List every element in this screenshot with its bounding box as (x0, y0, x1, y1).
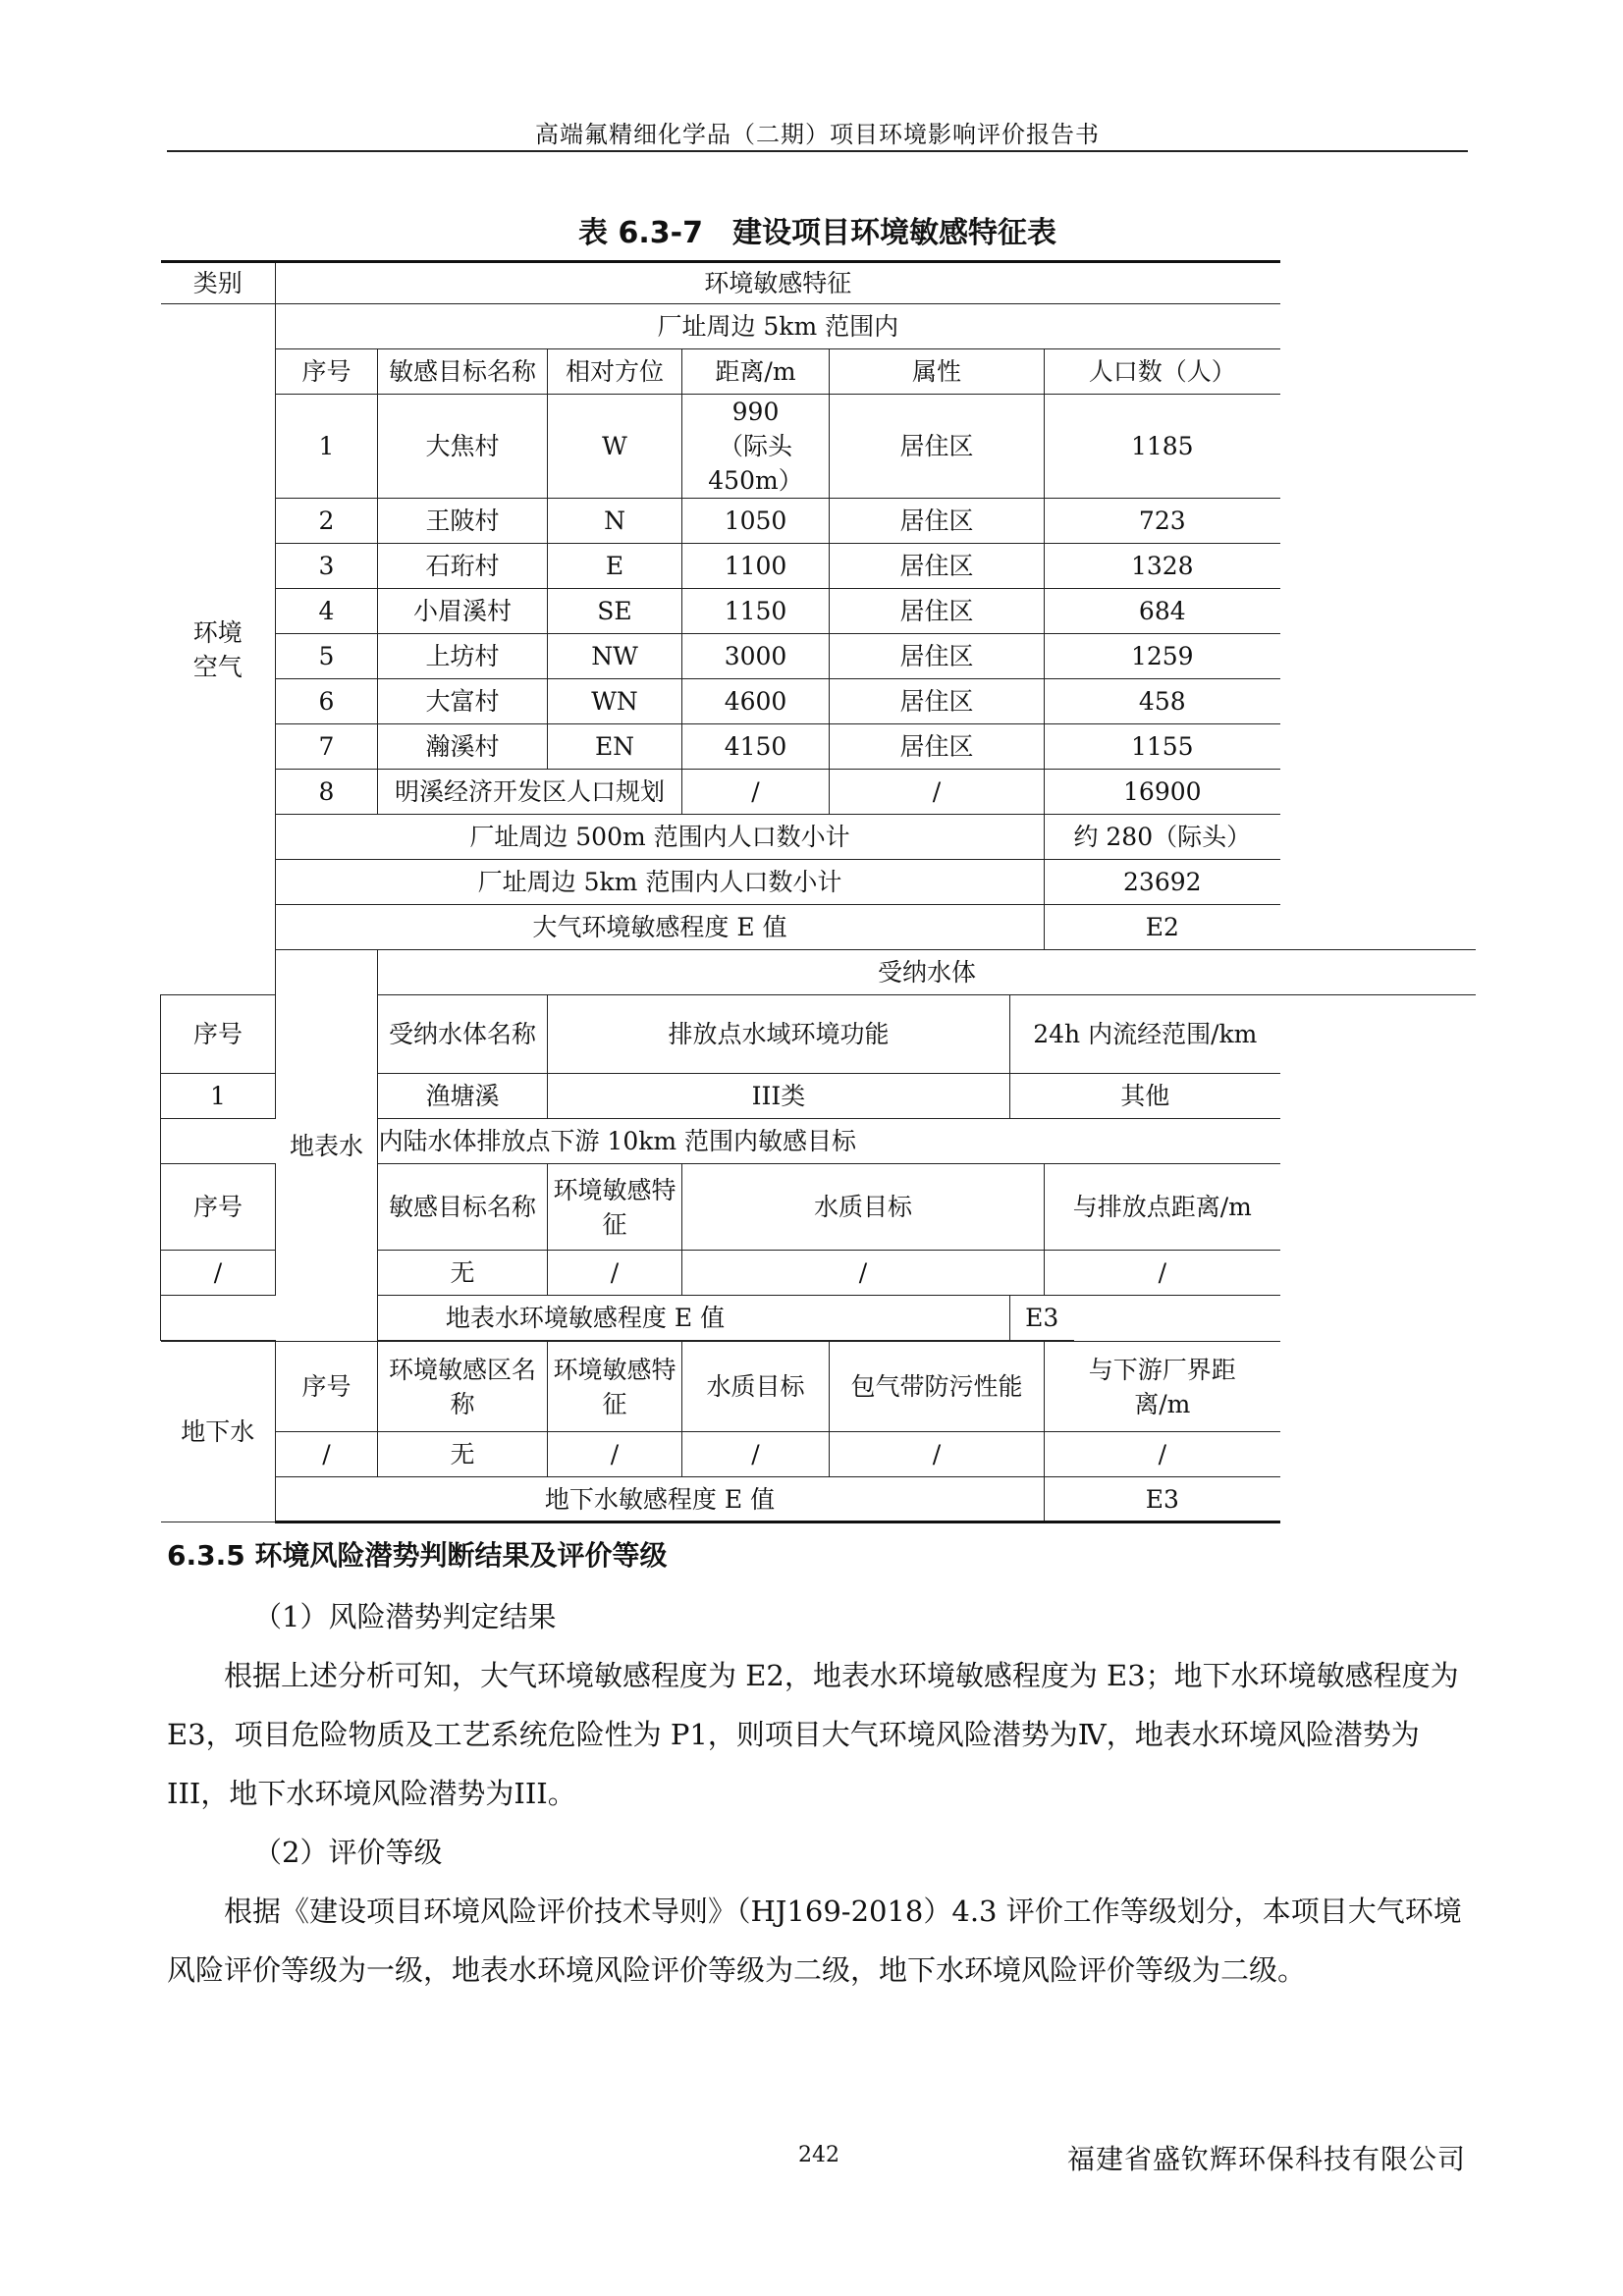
surface-downstream-header: 内陆水体排放点下游 10km 范围内敏感目标 (161, 1119, 1074, 1164)
row-no: 6 (276, 679, 378, 724)
row-distance-value: 990 (731, 398, 780, 426)
surface-col-name: 受纳水体名称 (378, 995, 548, 1074)
category-air: 环境空气 (161, 304, 276, 995)
downstream-col-quality: 水质目标 (682, 1164, 1045, 1251)
row-direction: W (548, 395, 682, 499)
section-heading: 6.3.5 环境风险潜势判断结果及评价等级 (167, 1539, 668, 1572)
table-row (161, 544, 1477, 589)
row-population: 1155 (1045, 724, 1280, 770)
row-population: 16900 (1045, 770, 1280, 815)
ground-columns-row (161, 1342, 1477, 1432)
downstream-col-no: 序号 (161, 1164, 276, 1251)
air-subtotal-5km-row (161, 860, 1477, 905)
row-direction: SE (548, 589, 682, 634)
row-attr: 居住区 (830, 679, 1045, 724)
table-row (161, 1432, 1477, 1477)
surface-e-value: E3 (1010, 1296, 1074, 1341)
air-col-population: 人口数（人） (1045, 349, 1280, 395)
row-distance (682, 395, 830, 499)
row-name: 渔塘溪 (378, 1074, 548, 1119)
surface-col-no: 序号 (161, 995, 276, 1074)
subheading-evaluation-level: （2）评价等级 (253, 1836, 443, 1869)
row-perf: / (830, 1432, 1045, 1477)
row-distance: 1100 (682, 544, 830, 589)
air-subheader: 厂址周边 5km 范围内 (276, 304, 1280, 349)
row-name: 小眉溪村 (378, 589, 548, 634)
ground-col-feature: 环境敏感特征 (548, 1342, 682, 1432)
row-distance: 3000 (682, 634, 830, 679)
row-quality: / (682, 1432, 830, 1477)
header-rule (167, 150, 1468, 152)
row-no: 1 (276, 395, 378, 499)
ground-col-perf: 包气带防污性能 (830, 1342, 1045, 1432)
row-direction: WN (548, 679, 682, 724)
air-col-attr: 属性 (830, 349, 1045, 395)
surface-e-label: 地表水环境敏感程度 E 值 (161, 1296, 1010, 1341)
subtotal-500m-label: 厂址周边 500m 范围内人口数小计 (276, 815, 1045, 860)
row-feature: / (548, 1251, 682, 1296)
row-no: 4 (276, 589, 378, 634)
air-col-name: 敏感目标名称 (378, 349, 548, 395)
air-subheader-row (161, 304, 1477, 349)
surface-col-function: 排放点水域环境功能 (548, 995, 1010, 1074)
paragraph-evaluation-level: 根据《建设项目环境风险评价技术导则》（HJ169-2018）4.3 评价工作等级划分，本项目大气环境风险评价等级为一级，地表水环境风险评价等级为二级，地下水环境风险评价等级为二级。 (167, 1895, 1462, 1987)
row-name: 上坊村 (378, 634, 548, 679)
row-name: 瀚溪村 (378, 724, 548, 770)
row-distance: 4600 (682, 679, 830, 724)
air-e-row (161, 905, 1477, 950)
ground-col-quality: 水质目标 (682, 1342, 830, 1432)
category-surface-water: 地表水 (276, 950, 378, 1342)
row-distance: / (1045, 1251, 1280, 1296)
page-number: 242 (798, 2143, 839, 2167)
surface-col-range: 24h 内流经范围/km (1010, 995, 1280, 1074)
col-category-header: 类别 (161, 262, 276, 304)
category-groundwater: 地下水 (161, 1342, 276, 1522)
row-range: 其他 (1010, 1074, 1280, 1119)
subheading-risk-result: （1）风险潜势判定结果 (253, 1600, 557, 1633)
row-distance-note: （际头 450m） (708, 432, 803, 495)
ground-e-label: 地下水敏感程度 E 值 (276, 1477, 1045, 1522)
table-row (161, 634, 1477, 679)
row-attr: 居住区 (830, 724, 1045, 770)
table-row (161, 724, 1477, 770)
row-no: / (276, 1432, 378, 1477)
row-name: 无 (378, 1432, 548, 1477)
row-distance: 1050 (682, 499, 830, 544)
row-population: 684 (1045, 589, 1280, 634)
downstream-col-distance: 与排放点距离/m (1045, 1164, 1280, 1251)
row-function: III类 (548, 1074, 1010, 1119)
row-population: 458 (1045, 679, 1280, 724)
row-name: 石珩村 (378, 544, 548, 589)
row-distance: 4150 (682, 724, 830, 770)
row-no: 7 (276, 724, 378, 770)
row-distance: 1150 (682, 589, 830, 634)
row-population: 1185 (1045, 395, 1280, 499)
row-attr: 居住区 (830, 589, 1045, 634)
subtotal-5km-value: 23692 (1045, 860, 1280, 905)
row-direction: EN (548, 724, 682, 770)
ground-e-value: E3 (1045, 1477, 1280, 1522)
subtotal-500m-value: 约 280（际头） (1045, 815, 1280, 860)
air-columns-row (161, 349, 1477, 395)
row-name: 明溪经济开发区人口规划 (378, 770, 682, 815)
row-population: 1328 (1045, 544, 1280, 589)
row-attr: 居住区 (830, 544, 1045, 589)
row-population: 1259 (1045, 634, 1280, 679)
row-population: 723 (1045, 499, 1280, 544)
ground-col-distance: 与下游厂界距离/m (1045, 1342, 1280, 1432)
row-name: 无 (378, 1251, 548, 1296)
footer-company: 福建省盛钦辉环保科技有限公司 (1066, 2143, 1466, 2175)
row-direction: NW (548, 634, 682, 679)
table-header-row (161, 262, 1477, 304)
surface-e-row (161, 1296, 1477, 1341)
row-no: 1 (161, 1074, 276, 1119)
table-row (161, 395, 1477, 499)
surface-receiving-header-row (161, 950, 1477, 995)
ground-col-no: 序号 (276, 1342, 378, 1432)
row-feature: / (548, 1432, 682, 1477)
row-no: 5 (276, 634, 378, 679)
air-col-no: 序号 (276, 349, 378, 395)
surface-receiving-header: 受纳水体 (378, 950, 1477, 995)
table-title: 表 6.3-7 建设项目环境敏感特征表 (578, 216, 1056, 250)
col-features-header: 环境敏感特征 (276, 262, 1280, 304)
page-header-title: 高端氟精细化学品（二期）项目环境影响评价报告书 (535, 121, 1100, 148)
row-distance: / (1045, 1432, 1280, 1477)
subtotal-5km-label: 厂址周边 5km 范围内人口数小计 (276, 860, 1045, 905)
row-attr: / (830, 770, 1045, 815)
row-attr: 居住区 (830, 499, 1045, 544)
air-e-label: 大气环境敏感程度 E 值 (276, 905, 1045, 950)
air-e-value: E2 (1045, 905, 1280, 950)
ground-e-row (161, 1477, 1477, 1522)
row-direction: N (548, 499, 682, 544)
row-quality: / (682, 1251, 1045, 1296)
row-direction: E (548, 544, 682, 589)
row-attr: 居住区 (830, 634, 1045, 679)
table-row (161, 589, 1477, 634)
table-row (161, 499, 1477, 544)
row-no: 3 (276, 544, 378, 589)
air-col-direction: 相对方位 (548, 349, 682, 395)
table-row (161, 679, 1477, 724)
ground-col-name: 环境敏感区名称 (378, 1342, 548, 1432)
row-no: / (161, 1251, 276, 1296)
row-name: 大富村 (378, 679, 548, 724)
row-no: 2 (276, 499, 378, 544)
table-row (161, 770, 1477, 815)
sensitivity-table (160, 260, 1476, 1523)
air-subtotal-500m-row (161, 815, 1477, 860)
air-col-distance: 距离/m (682, 349, 830, 395)
paragraph-risk-result: 根据上述分析可知，大气环境敏感程度为 E2，地表水环境敏感程度为 E3；地下水环境敏感程度为 E3，项目危险物质及工艺系统危险性为 P1，则项目大气环境风险潜势为Ⅳ，地表水环境风险潜势为III，地下水环境风险潜势为III。 (167, 1659, 1459, 1810)
row-name: 王陂村 (378, 499, 548, 544)
row-name: 大焦村 (378, 395, 548, 499)
row-direction: / (682, 770, 830, 815)
row-no: 8 (276, 770, 378, 815)
downstream-col-feature: 环境敏感特征 (548, 1164, 682, 1251)
downstream-col-name: 敏感目标名称 (378, 1164, 548, 1251)
row-attr: 居住区 (830, 395, 1045, 499)
